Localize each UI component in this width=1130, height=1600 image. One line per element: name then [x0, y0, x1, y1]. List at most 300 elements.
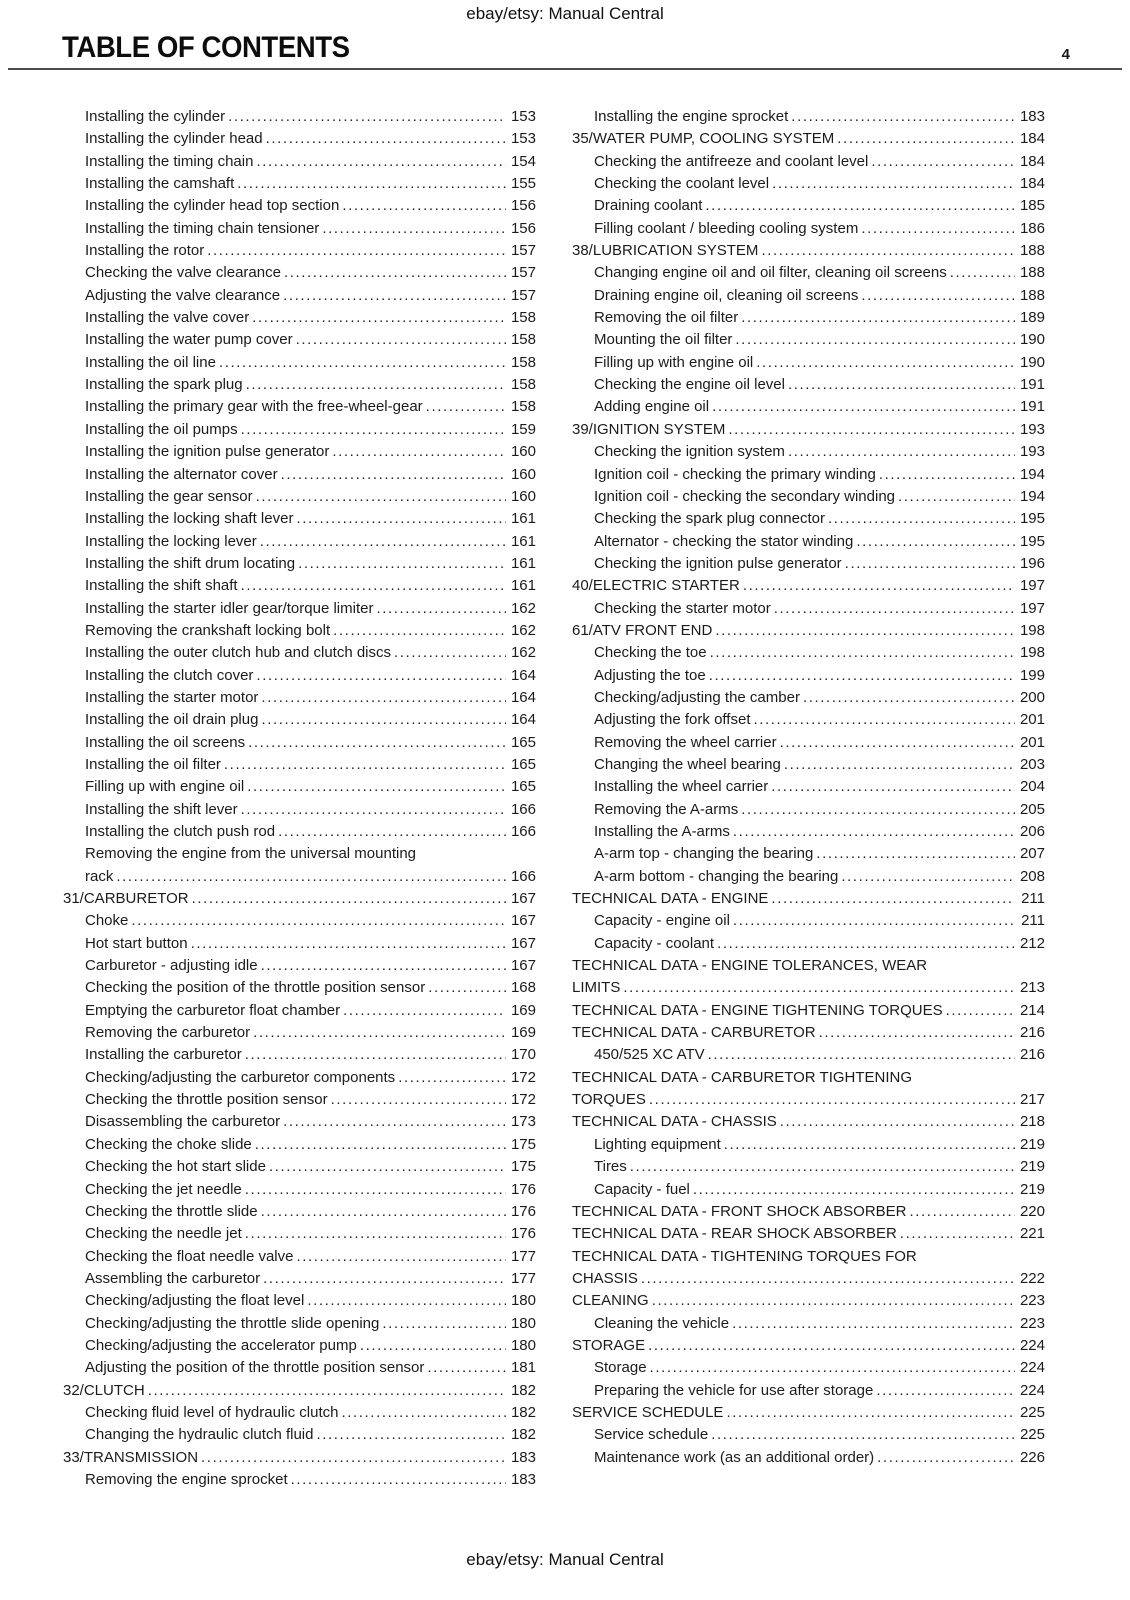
toc-entry-label: Installing the timing chain: [85, 152, 254, 170]
toc-entry: [63, 441, 536, 463]
toc-entry-row: [85, 396, 536, 418]
toc-entry-page-number: 161: [510, 532, 536, 550]
toc-entry-row: [85, 1268, 536, 1290]
toc-entry-row: [572, 888, 1045, 910]
toc-entry-page-number: 161: [510, 554, 536, 572]
toc-entry-page-number: 211: [1021, 912, 1045, 930]
toc-entry-row: [594, 910, 1045, 932]
toc-section-entry: [572, 240, 1045, 262]
toc-entry-page-number: 180: [510, 1314, 536, 1332]
toc-entry: [63, 1402, 536, 1424]
toc-entry-row: [572, 1000, 1045, 1022]
toc-entry-row: [85, 732, 536, 754]
toc-entry: [63, 598, 536, 620]
toc-entry-page-number: 172: [510, 1068, 536, 1086]
toc-entry-page-number: 153: [510, 130, 536, 148]
toc-entry: [63, 1313, 536, 1335]
toc-entry-label: Storage: [594, 1359, 647, 1377]
toc-entry-label: 35/WATER PUMP, COOLING SYSTEM: [572, 130, 835, 148]
toc-entry: [63, 151, 536, 173]
toc-entry-row: [594, 843, 1045, 865]
toc-entry-row: [594, 374, 1045, 396]
toc-leader-dots: [246, 374, 506, 396]
toc-entry: [63, 329, 536, 351]
toc-entry-row: [85, 240, 536, 262]
toc-leader-dots: [245, 1044, 506, 1066]
toc-entry-label: Tires: [594, 1158, 627, 1176]
toc-entry-page-number: 182: [510, 1381, 536, 1399]
toc-entry-row: [85, 620, 536, 642]
toc-entry: [572, 151, 1045, 173]
toc-entry: [572, 665, 1045, 687]
toc-leader-dots: [284, 262, 506, 284]
toc-entry-page-number: 185: [1019, 197, 1045, 215]
toc-entry-page-number: 158: [510, 376, 536, 394]
toc-entry-row: [85, 1089, 536, 1111]
toc-entry-row: [594, 396, 1045, 418]
toc-entry-label: CHASSIS: [572, 1269, 638, 1287]
toc-entry-page-number: 177: [510, 1269, 536, 1287]
toc-entry-page-number: 162: [510, 599, 536, 617]
toc-entry: [63, 374, 536, 396]
toc-entry-page-number: 166: [510, 867, 536, 885]
toc-entry: [572, 843, 1045, 865]
toc-entry-label: Installing the oil line: [85, 353, 216, 371]
toc-entry-label: Installing the A-arms: [594, 823, 730, 840]
toc-entry-row: [594, 1380, 1045, 1402]
toc-entry-row: [572, 977, 1045, 999]
toc-leader-dots: [879, 464, 1015, 486]
toc-entry-page-number: 164: [510, 688, 536, 706]
toc-entry-page-number: 176: [510, 1202, 536, 1220]
toc-entry-label: Checking/adjusting the throttle slide opening: [85, 1314, 380, 1332]
toc-entry-label: Installing the shift lever: [85, 800, 238, 818]
toc-entry: [63, 776, 536, 798]
toc-entry-row: [85, 1111, 536, 1133]
toc-entry: [572, 732, 1045, 754]
toc-entry-label: Checking/adjusting the float level: [85, 1292, 305, 1310]
toc-entry-row: [85, 1357, 536, 1379]
toc-entry-row: [85, 1424, 536, 1446]
toc-entry-row: [85, 754, 536, 776]
toc-entry-row: [85, 910, 536, 932]
toc-entry-row: [85, 1290, 536, 1312]
toc-entry-label: rack: [85, 867, 114, 885]
toc-entry-page-number: 197: [1019, 599, 1045, 617]
toc-entry: [572, 285, 1045, 307]
toc-entry-label: Checking/adjusting the camber: [594, 688, 800, 706]
toc-leader-dots: [733, 910, 1015, 932]
toc-entry-label: Checking the starter motor: [594, 599, 771, 617]
toc-entry-label: Installing the spark plug: [85, 376, 243, 394]
toc-entry-label: Removing the A-arms: [594, 800, 739, 818]
toc-entry: [572, 352, 1045, 374]
toc-entry-page-number: 189: [1019, 309, 1045, 327]
toc-entry-page-number: 153: [510, 108, 536, 125]
toc-entry: [63, 508, 536, 530]
toc-entry-label: Checking the throttle position sensor: [85, 1091, 328, 1109]
toc-entry-label: Disassembling the carburetor: [85, 1113, 281, 1131]
toc-entry-page-number: 173: [510, 1113, 536, 1131]
toc-entry-label: Service schedule: [594, 1426, 709, 1444]
toc-leader-dots: [428, 977, 506, 999]
toc-entry-row: [594, 866, 1045, 888]
toc-entry-row: [85, 262, 536, 284]
toc-entry: [572, 307, 1045, 329]
toc-entry-row: [594, 441, 1045, 463]
toc-entry-label: Alternator - checking the stator winding: [594, 532, 854, 550]
toc-leader-dots: [856, 531, 1015, 553]
toc-entry-row: [85, 508, 536, 530]
toc-entry-page-number: 158: [510, 309, 536, 327]
toc-entry-page-number: 225: [1019, 1426, 1045, 1444]
toc-entry-page-number: 200: [1019, 688, 1045, 706]
toc-leader-dots: [711, 1424, 1015, 1446]
toc-entry: [63, 240, 536, 262]
toc-entry: [63, 977, 536, 999]
toc-entry: [572, 329, 1045, 351]
toc-entry-row: [594, 218, 1045, 240]
toc-leader-dots: [296, 1246, 506, 1268]
toc-leader-dots: [426, 396, 506, 418]
toc-entry-page-number: 180: [510, 1292, 536, 1310]
toc-entry-row: [85, 1201, 536, 1223]
toc-entry-row: [85, 106, 536, 128]
toc-section-entry: [572, 1111, 1045, 1133]
toc-leader-dots: [333, 620, 506, 642]
toc-entry-label: Adjusting the position of the throttle position sensor: [85, 1359, 425, 1377]
toc-entry-page-number: 186: [1019, 219, 1045, 237]
toc-section-entry: [572, 575, 1045, 597]
toc-entry-page-number: 183: [510, 1448, 536, 1466]
toc-entry-label: Installing the shift drum locating: [85, 554, 296, 572]
toc-section-entry: [572, 1022, 1045, 1044]
toc-entry-row: [594, 151, 1045, 173]
toc-entry-label: Checking fluid level of hydraulic clutch: [85, 1403, 339, 1421]
toc-entry-row: [85, 374, 536, 396]
toc-entry: [63, 464, 536, 486]
toc-section-entry: [572, 1067, 1045, 1112]
toc-entry: [572, 508, 1045, 530]
toc-leader-dots: [900, 1223, 1015, 1245]
toc-entry-page-number: 184: [1019, 175, 1045, 193]
toc-entry-page-number: 198: [1019, 644, 1045, 662]
toc-entry-page-number: 169: [510, 1001, 536, 1019]
toc-entry-page-number: 176: [510, 1180, 536, 1198]
toc-entry: [63, 1067, 536, 1089]
toc-entry-label: Installing the starter idler gear/torque limiter: [85, 599, 374, 617]
toc-leader-dots: [726, 1402, 1015, 1424]
toc-entry-label: 38/LUBRICATION SYSTEM: [572, 242, 759, 260]
toc-entry: [63, 1134, 536, 1156]
toc-entry-page-number: 183: [1019, 108, 1045, 125]
toc-leader-dots: [247, 776, 506, 798]
toc-entry-page-number: 184: [1019, 130, 1045, 148]
toc-entry-label: Draining engine oil, cleaning oil screens: [594, 286, 859, 304]
toc-leader-dots: [261, 687, 506, 709]
toc-entry-label: Installing the engine sprocket: [594, 108, 789, 125]
toc-entry-row: [85, 1134, 536, 1156]
toc-entry-row: [85, 1223, 536, 1245]
toc-entry: [572, 1044, 1045, 1066]
toc-entry: [572, 799, 1045, 821]
toc-entry-wrapped-line: TECHNICAL DATA - CARBURETOR TIGHTENING: [572, 1068, 913, 1086]
toc-entry: [572, 1156, 1045, 1178]
toc-entry-page-number: 180: [510, 1336, 536, 1354]
toc-leader-dots: [753, 709, 1015, 731]
toc-leader-dots: [266, 128, 506, 150]
toc-leader-dots: [201, 1447, 506, 1469]
toc-entry-row: [85, 575, 536, 597]
toc-entry-label: TORQUES: [572, 1091, 646, 1109]
toc-leader-dots: [207, 240, 506, 262]
toc-entry-row: [63, 888, 536, 910]
toc-entry-label: Installing the valve cover: [85, 309, 250, 327]
toc-leader-dots: [788, 441, 1015, 463]
toc-entry: [63, 262, 536, 284]
toc-entry-page-number: 205: [1019, 800, 1045, 818]
toc-entry-label: Assembling the carburetor: [85, 1269, 261, 1287]
toc-entry-row: [572, 1290, 1045, 1312]
toc-entry-row: [85, 1044, 536, 1066]
toc-entry-label: Installing the oil pumps: [85, 420, 238, 438]
toc-entry-label: Adjusting the toe: [594, 666, 706, 684]
toc-entry: [63, 665, 536, 687]
toc-leader-dots: [296, 508, 506, 530]
toc-entry-label: Installing the cylinder head top section: [85, 197, 340, 215]
toc-entry-label: TECHNICAL DATA - CARBURETOR: [572, 1024, 816, 1042]
toc-leader-dots: [269, 1156, 506, 1178]
toc-entry-row: [594, 709, 1045, 731]
toc-entry-page-number: 213: [1019, 979, 1045, 997]
toc-leader-dots: [252, 307, 506, 329]
toc-leader-dots: [861, 218, 1015, 240]
toc-entry-row: [594, 553, 1045, 575]
toc-entry-label: 39/IGNITION SYSTEM: [572, 420, 726, 438]
toc-leader-dots: [788, 374, 1015, 396]
toc-leader-dots: [772, 173, 1015, 195]
toc-entry: [63, 1201, 536, 1223]
toc-entry: [572, 776, 1045, 798]
toc-leader-dots: [780, 1111, 1015, 1133]
toc-entry-label: Checking/adjusting the carburetor components: [85, 1068, 396, 1086]
toc-leader-dots: [743, 575, 1015, 597]
toc-entry-page-number: 193: [1019, 443, 1045, 461]
toc-leader-dots: [261, 1201, 506, 1223]
toc-entry-page-number: 165: [510, 733, 536, 751]
toc-entry: [63, 1089, 536, 1111]
toc-entry-page-number: 201: [1019, 733, 1045, 751]
toc-entry: [63, 933, 536, 955]
toc-entry-row: [85, 329, 536, 351]
toc-entry-page-number: 170: [510, 1046, 536, 1064]
toc-entry: [63, 1000, 536, 1022]
toc-leader-dots: [756, 352, 1015, 374]
toc-entry: [572, 531, 1045, 553]
toc-entry-page-number: 188: [1019, 286, 1045, 304]
toc-entry-page-number: 158: [510, 398, 536, 416]
toc-entry: [572, 218, 1045, 240]
toc-entry-page-number: 193: [1019, 420, 1045, 438]
toc-entry: [63, 821, 536, 843]
toc-entry-label: Installing the shift shaft: [85, 577, 238, 595]
toc-entry: [572, 1424, 1045, 1446]
toc-entry-page-number: 166: [510, 823, 536, 840]
toc-entry-label: Installing the water pump cover: [85, 331, 293, 349]
toc-section-entry: [572, 1290, 1045, 1312]
toc-leader-dots: [648, 1335, 1015, 1357]
toc-entry-page-number: 167: [510, 957, 536, 975]
toc-entry: [63, 620, 536, 642]
toc-leader-dots: [761, 240, 1015, 262]
toc-leader-dots: [845, 553, 1015, 575]
toc-leader-dots: [278, 821, 506, 843]
toc-leader-dots: [219, 352, 506, 374]
toc-entry-label: LIMITS: [572, 979, 621, 997]
toc-section-entry: [572, 1246, 1045, 1291]
toc-leader-dots: [828, 508, 1015, 530]
toc-leader-dots: [693, 1179, 1015, 1201]
toc-leader-dots: [332, 441, 506, 463]
toc-entry-row: [572, 620, 1045, 642]
toc-entry-row: [594, 732, 1045, 754]
toc-entry-label: Choke: [85, 912, 129, 930]
toc-entry-row: [85, 776, 536, 798]
toc-leader-dots: [784, 754, 1015, 776]
toc-entry: [572, 1179, 1045, 1201]
toc-entry: [63, 553, 536, 575]
toc-entry-label: Installing the timing chain tensioner: [85, 219, 320, 237]
toc-entry: [572, 106, 1045, 128]
toc-entry-page-number: 156: [510, 197, 536, 215]
toc-entry: [63, 307, 536, 329]
toc-entry-page-number: 154: [510, 152, 536, 170]
toc-entry-page-number: 204: [1019, 778, 1045, 796]
toc-leader-dots: [116, 866, 506, 888]
toc-entry-page-number: 156: [510, 219, 536, 237]
toc-entry: [572, 1134, 1045, 1156]
toc-entry-row: [594, 173, 1045, 195]
toc-leader-dots: [791, 106, 1015, 128]
toc-leader-dots: [910, 1201, 1016, 1223]
toc-entry-label: Preparing the vehicle for use after storage: [594, 1381, 874, 1399]
toc-entry-page-number: 157: [510, 264, 536, 282]
toc-entry-label: Checking the position of the throttle position sensor: [85, 979, 426, 997]
toc-entry: [572, 709, 1045, 731]
toc-leader-dots: [652, 1290, 1015, 1312]
page-number: 4: [1061, 46, 1070, 63]
toc-entry-page-number: 211: [1021, 890, 1045, 908]
toc-entry: [572, 687, 1045, 709]
toc-entry-label: Cleaning the vehicle: [594, 1314, 730, 1332]
toc-entry-label: A-arm bottom - changing the bearing: [594, 867, 839, 885]
toc-entry-row: [85, 1335, 536, 1357]
toc-leader-dots: [343, 1000, 506, 1022]
toc-leader-dots: [192, 888, 506, 910]
toc-entry-row: [85, 933, 536, 955]
toc-entry-label: Installing the cylinder: [85, 108, 226, 125]
toc-entry-row: [85, 1179, 536, 1201]
toc-entry-label: TECHNICAL DATA - ENGINE: [572, 890, 769, 908]
toc-leader-dots: [261, 709, 506, 731]
toc-entry-row: [594, 486, 1045, 508]
toc-leader-dots: [877, 1447, 1015, 1469]
toc-entry-label: Installing the ignition pulse generator: [85, 443, 330, 461]
toc-entry-page-number: 220: [1019, 1202, 1045, 1220]
toc-entry-row: [85, 1313, 536, 1335]
toc-entry-page-number: 218: [1019, 1113, 1045, 1131]
toc-entry-page-number: 203: [1019, 755, 1045, 773]
toc-leader-dots: [248, 732, 506, 754]
toc-section-entry: [572, 888, 1045, 910]
toc-entry-label: Mounting the oil filter: [594, 331, 733, 349]
toc-entry: [63, 687, 536, 709]
toc-leader-dots: [342, 195, 506, 217]
toc-leader-dots: [253, 1022, 506, 1044]
toc-entry-label: STORAGE: [572, 1336, 646, 1354]
toc-section-entry: [572, 1223, 1045, 1245]
toc-leader-dots: [649, 1089, 1015, 1111]
toc-entry-page-number: 158: [510, 353, 536, 371]
toc-entry-row: [594, 821, 1045, 843]
toc-entry-label: Checking the valve clearance: [85, 264, 281, 282]
toc-entry-row: [85, 531, 536, 553]
toc-entry-label: Checking the needle jet: [85, 1225, 242, 1243]
toc-entry: [63, 106, 536, 128]
toc-entry-page-number: 169: [510, 1024, 536, 1042]
toc-entry-label: Ignition coil - checking the secondary winding: [594, 487, 896, 505]
toc-leader-dots: [241, 419, 506, 441]
toc-entry-page-number: 219: [1019, 1135, 1045, 1153]
toc-entry-page-number: 181: [510, 1359, 536, 1377]
toc-entry-page-number: 197: [1019, 577, 1045, 595]
toc-entry-label: Checking the hot start slide: [85, 1158, 266, 1176]
toc-leader-dots: [291, 1469, 506, 1491]
toc-entry-page-number: 212: [1019, 934, 1045, 952]
toc-entry-row: [85, 799, 536, 821]
toc-entry-label: Adjusting the valve clearance: [85, 286, 281, 304]
toc-entry: [63, 1268, 536, 1290]
toc-leader-dots: [398, 1067, 506, 1089]
toc-entry-page-number: 196: [1019, 554, 1045, 572]
toc-entry-row: [572, 128, 1045, 150]
toc-entry-label: Removing the crankshaft locking bolt: [85, 621, 331, 639]
toc-entry-label: Installing the oil filter: [85, 755, 221, 773]
toc-entry-page-number: 214: [1019, 1001, 1045, 1019]
toc-leader-dots: [316, 1424, 506, 1446]
toc-leader-dots: [705, 195, 1015, 217]
toc-leader-dots: [283, 1111, 506, 1133]
toc-entry: [63, 419, 536, 441]
toc-leader-dots: [263, 1268, 506, 1290]
toc-leader-dots: [296, 329, 506, 351]
toc-entry-label: Checking the float needle valve: [85, 1247, 294, 1265]
toc-entry-page-number: 166: [510, 800, 536, 818]
toc-entry-label: 40/ELECTRIC STARTER: [572, 577, 740, 595]
toc-entry-page-number: 223: [1019, 1314, 1045, 1332]
toc-entry-row: [85, 1469, 536, 1491]
toc-entry-label: Installing the alternator cover: [85, 465, 278, 483]
toc-entry: [63, 531, 536, 553]
toc-entry-label: Checking the throttle slide: [85, 1202, 258, 1220]
toc-leader-dots: [641, 1268, 1015, 1290]
toc-entry-label: Installing the locking shaft lever: [85, 510, 294, 528]
toc-leader-dots: [623, 977, 1015, 999]
toc-entry-page-number: 219: [1019, 1180, 1045, 1198]
toc-leader-dots: [427, 1357, 506, 1379]
toc-entry: [63, 1179, 536, 1201]
toc-entry-page-number: 199: [1019, 666, 1045, 684]
